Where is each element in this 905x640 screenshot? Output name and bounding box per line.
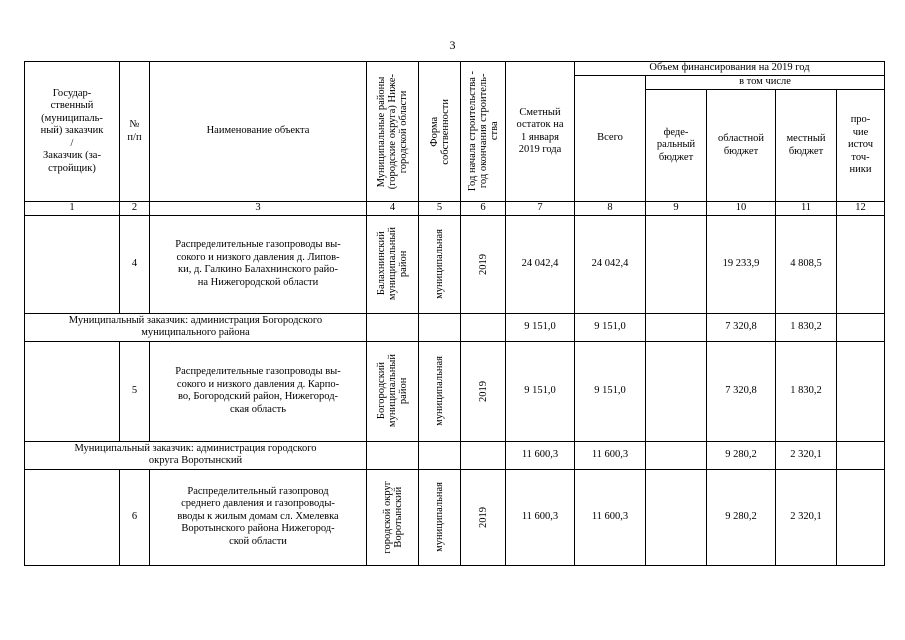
column-number: 5 — [419, 202, 461, 216]
group-customer: Муниципальный заказчик: администрация Богородского муниципального района — [25, 313, 367, 341]
table-row — [25, 215, 885, 313]
customer-cell — [25, 341, 120, 441]
row-number: 6 — [120, 469, 150, 565]
federal-cell — [646, 341, 707, 441]
header-federal: феде- ральный бюджет — [646, 90, 707, 202]
district-cell: городской округ Воротынский — [367, 469, 419, 565]
district-cell: Богородский муниципальный район — [367, 341, 419, 441]
local-cell: 1 830,2 — [776, 341, 837, 441]
column-numbers-row — [25, 202, 885, 216]
estimate-cell: 11 600,3 — [506, 469, 575, 565]
column-number: 9 — [646, 202, 707, 216]
federal-cell — [646, 215, 707, 313]
column-number: 6 — [461, 202, 506, 216]
table-row — [25, 341, 885, 441]
row-number: 5 — [120, 341, 150, 441]
object-name: Распределительный газопровод среднего давления и газопроводы- вводы к жилым домам сл. Хмелевка Воротынского района Нижегород- ской области — [150, 469, 367, 565]
header-customer: Государ- ственный (муниципаль- ный) заказчик / Заказчик (за- стройщик) — [25, 62, 120, 202]
table-row — [25, 469, 885, 565]
ownership-cell: муниципальная — [419, 469, 461, 565]
header-financing: Объем финансирования на 2019 год — [575, 62, 885, 76]
column-number: 2 — [120, 202, 150, 216]
header-object-name: Наименование объекта — [150, 62, 367, 202]
column-number: 12 — [837, 202, 885, 216]
column-number: 4 — [367, 202, 419, 216]
group-customer: Муниципальный заказчик: администрация городского округа Воротынский — [25, 441, 367, 469]
years-cell: 2019 — [461, 215, 506, 313]
row-number: 4 — [120, 215, 150, 313]
regional-cell: 9 280,2 — [707, 469, 776, 565]
estimate-cell: 9 151,0 — [506, 313, 575, 341]
total-cell: 9 151,0 — [575, 313, 646, 341]
regional-cell: 7 320,8 — [707, 313, 776, 341]
header-total: Всего — [575, 76, 646, 202]
district-cell: Балахнинский муниципальный район — [367, 215, 419, 313]
column-number: 8 — [575, 202, 646, 216]
local-cell: 1 830,2 — [776, 313, 837, 341]
header-district: Муниципальные районы (городские округа) Ниже- городской области — [367, 62, 419, 202]
customer-cell — [25, 215, 120, 313]
total-cell: 11 600,3 — [575, 441, 646, 469]
other-cell — [837, 341, 885, 441]
other-cell — [837, 469, 885, 565]
total-cell: 24 042,4 — [575, 215, 646, 313]
ownership-cell: муниципальная — [419, 215, 461, 313]
estimate-cell: 9 151,0 — [506, 341, 575, 441]
group-row — [25, 441, 885, 469]
header-estimate: Сметный остаток на 1 января 2019 года — [506, 62, 575, 202]
header-years: Год начала строительства - год окончания строитель- ства — [461, 62, 506, 202]
years-cell: 2019 — [461, 341, 506, 441]
estimate-cell: 24 042,4 — [506, 215, 575, 313]
federal-cell — [646, 313, 707, 341]
group-row — [25, 313, 885, 341]
object-name: Распределительные газопроводы вы- сокого и низкого давления д. Липов- ки, д. Галкино Балахнинского райо- на Нижегородской области — [150, 215, 367, 313]
local-cell: 2 320,1 — [776, 441, 837, 469]
years-cell: 2019 — [461, 469, 506, 565]
header-local: местный бюджет — [776, 90, 837, 202]
header-regional: областной бюджет — [707, 90, 776, 202]
header-ownership: Форма собственности — [419, 62, 461, 202]
regional-cell: 7 320,8 — [707, 341, 776, 441]
regional-cell: 9 280,2 — [707, 441, 776, 469]
financing-table — [24, 61, 885, 566]
column-number: 10 — [707, 202, 776, 216]
total-cell: 9 151,0 — [575, 341, 646, 441]
header-other: про- чие источ точ- ники — [837, 90, 885, 202]
column-number: 1 — [25, 202, 120, 216]
header-including: в том числе — [646, 76, 885, 90]
other-cell — [837, 441, 885, 469]
other-cell — [837, 313, 885, 341]
customer-cell — [25, 469, 120, 565]
page-number: 3 — [449, 38, 456, 52]
header-number: № п/п — [120, 62, 150, 202]
ownership-cell: муниципальная — [419, 341, 461, 441]
object-name: Распределительные газопроводы вы- сокого и низкого давления д. Карпо- во, Богородский район, Нижегород- ская область — [150, 341, 367, 441]
total-cell: 11 600,3 — [575, 469, 646, 565]
regional-cell: 19 233,9 — [707, 215, 776, 313]
local-cell: 4 808,5 — [776, 215, 837, 313]
estimate-cell: 11 600,3 — [506, 441, 575, 469]
federal-cell — [646, 469, 707, 565]
column-number: 3 — [150, 202, 367, 216]
column-number: 11 — [776, 202, 837, 216]
local-cell: 2 320,1 — [776, 469, 837, 565]
federal-cell — [646, 441, 707, 469]
column-number: 7 — [506, 202, 575, 216]
other-cell — [837, 215, 885, 313]
